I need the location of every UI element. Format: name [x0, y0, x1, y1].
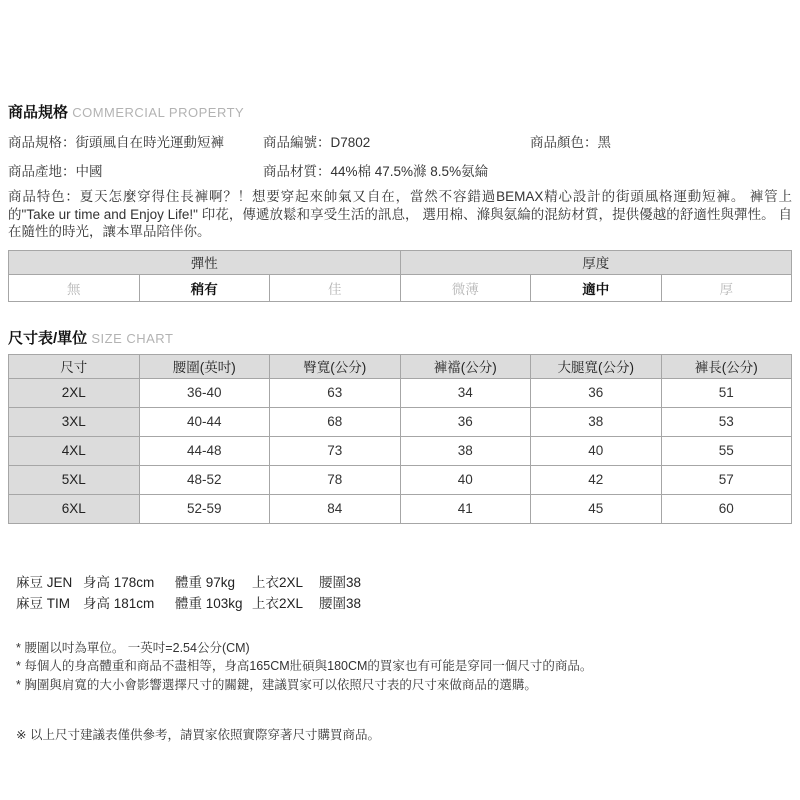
size-value-cell: 36 — [400, 407, 531, 436]
size-chart-table — [8, 354, 792, 524]
size-chart-row — [9, 378, 792, 407]
size-label-cell: 4XL — [9, 436, 140, 465]
spec-info-cell: 商品材質：44%棉 47.5%滌 8.5%氨綸 — [263, 164, 489, 179]
size-value-cell: 38 — [400, 436, 531, 465]
size-value-cell: 40-44 — [139, 407, 270, 436]
size-value-cell: 57 — [661, 465, 792, 494]
attribute-option: 稍有 — [139, 274, 270, 301]
size-value-cell: 55 — [661, 436, 792, 465]
product-feature-text: 商品特色：夏天怎麼穿得住長褲啊？！想要穿起來帥氣又自在，當然不容錯過BEMAX精心設計的街頭風格運動短褲。 褲管上的"Take ur time and Enjoy Life!" 印花，傳遞放鬆和享受生活的訊息， 選用棉、滌與氨綸的混紡材質，提供優越的舒適性與彈性。 自在隨性的時光，讓本單品陪伴你。 — [8, 189, 792, 240]
size-value-cell: 63 — [270, 378, 401, 407]
size-label-cell: 5XL — [9, 465, 140, 494]
size-value-cell: 45 — [531, 494, 662, 523]
model-info-list — [16, 572, 792, 614]
size-value-cell: 36-40 — [139, 378, 270, 407]
size-value-cell: 38 — [531, 407, 662, 436]
size-chart-header-row — [9, 354, 792, 378]
size-value-cell: 53 — [661, 407, 792, 436]
size-chart-row — [9, 407, 792, 436]
model-info-segment: 麻豆 TIM — [16, 595, 70, 611]
size-chart-row — [9, 494, 792, 523]
spec-info-cell: 商品規格：街頭風自在時光運動短褲 — [8, 135, 224, 150]
size-chart-section-title — [8, 327, 792, 348]
spec-info-cell — [530, 160, 792, 180]
spec-section-title — [8, 101, 792, 122]
attribute-option: 微薄 — [400, 274, 531, 301]
size-chart-column-header: 臀寬(公分) — [270, 354, 401, 378]
attribute-option: 佳 — [270, 274, 401, 301]
attribute-option: 無 — [9, 274, 140, 301]
sizing-note: * 胸圍與肩寬的大小會影響選擇尺寸的關鍵，建議買家可以依照尺寸表的尺寸來做商品的選購。 — [16, 677, 537, 692]
model-info-segment: 腰圍38 — [319, 595, 362, 611]
model-info-segment: 上衣2XL — [252, 595, 304, 611]
size-value-cell: 36 — [531, 378, 662, 407]
size-chart-row — [9, 465, 792, 494]
attribute-option-row — [9, 274, 792, 301]
size-value-cell: 44-48 — [139, 436, 270, 465]
sizing-note: * 腰圍以吋為單位。 一英吋=2.54公分(CM) — [16, 640, 250, 655]
model-info-segment: 腰圍38 — [319, 574, 362, 590]
spec-info-grid — [8, 131, 792, 180]
size-chart-column-header: 腰圍(英吋) — [139, 354, 270, 378]
size-chart-column-header: 褲襠(公分) — [400, 354, 531, 378]
size-chart-body — [9, 378, 792, 523]
size-chart-column-header: 尺寸 — [9, 354, 140, 378]
size-value-cell: 51 — [661, 378, 792, 407]
size-value-cell: 40 — [400, 465, 531, 494]
attribute-table-head — [9, 250, 792, 274]
model-info-row — [16, 593, 792, 614]
size-value-cell: 68 — [270, 407, 401, 436]
size-chart-column-header: 大腿寬(公分) — [531, 354, 662, 378]
size-value-cell: 73 — [270, 436, 401, 465]
size-value-cell: 52-59 — [139, 494, 270, 523]
model-info-segment: 體重 103kg — [175, 595, 243, 611]
model-info-segment: 上衣2XL — [252, 574, 304, 590]
spec-title-en: COMMERCIAL PROPERTY — [72, 105, 245, 120]
model-info-row — [16, 572, 792, 593]
attribute-group-header: 彈性 — [9, 250, 401, 274]
size-disclaimer: ※ 以上尺寸建議表僅供參考，請買家依照實際穿著尺寸購買商品。 — [16, 728, 380, 743]
spec-info-cell: 商品顏色：黑 — [530, 135, 611, 150]
size-value-cell: 48-52 — [139, 465, 270, 494]
size-chart-title-en: SIZE CHART — [91, 330, 174, 346]
size-label-cell: 3XL — [9, 407, 140, 436]
size-value-cell: 40 — [531, 436, 662, 465]
attribute-table-body — [9, 274, 792, 301]
sizing-note: * 每個人的身高體重和商品不盡相等，身高165CM壯碩與180CM的買家也有可能是穿同一個尺寸的商品。 — [16, 659, 593, 674]
size-value-cell: 42 — [531, 465, 662, 494]
size-value-cell: 34 — [400, 378, 531, 407]
attribute-option: 厚 — [661, 274, 792, 301]
size-chart-row — [9, 436, 792, 465]
spec-info-cell: 商品編號：D7802 — [263, 135, 371, 150]
size-chart-title-zh: 尺寸表/單位 — [8, 329, 88, 347]
size-value-cell: 84 — [270, 494, 401, 523]
size-label-cell: 2XL — [9, 378, 140, 407]
size-value-cell: 78 — [270, 465, 401, 494]
attribute-option: 適中 — [531, 274, 662, 301]
model-info-segment: 身高 178cm — [83, 574, 155, 590]
size-chart-column-header: 褲長(公分) — [661, 354, 792, 378]
model-info-segment: 身高 181cm — [83, 595, 155, 611]
spec-info-cell: 商品產地：中國 — [8, 164, 103, 179]
sizing-notes — [16, 639, 792, 695]
size-value-cell: 60 — [661, 494, 792, 523]
attribute-group-row — [9, 250, 792, 274]
attribute-table — [8, 250, 792, 302]
size-chart-head — [9, 354, 792, 378]
spec-title-zh: 商品規格 — [8, 104, 69, 121]
size-value-cell: 41 — [400, 494, 531, 523]
model-info-segment: 體重 97kg — [175, 574, 236, 590]
attribute-group-header: 厚度 — [400, 250, 792, 274]
size-label-cell: 6XL — [9, 494, 140, 523]
model-info-segment: 麻豆 JEN — [16, 574, 73, 590]
